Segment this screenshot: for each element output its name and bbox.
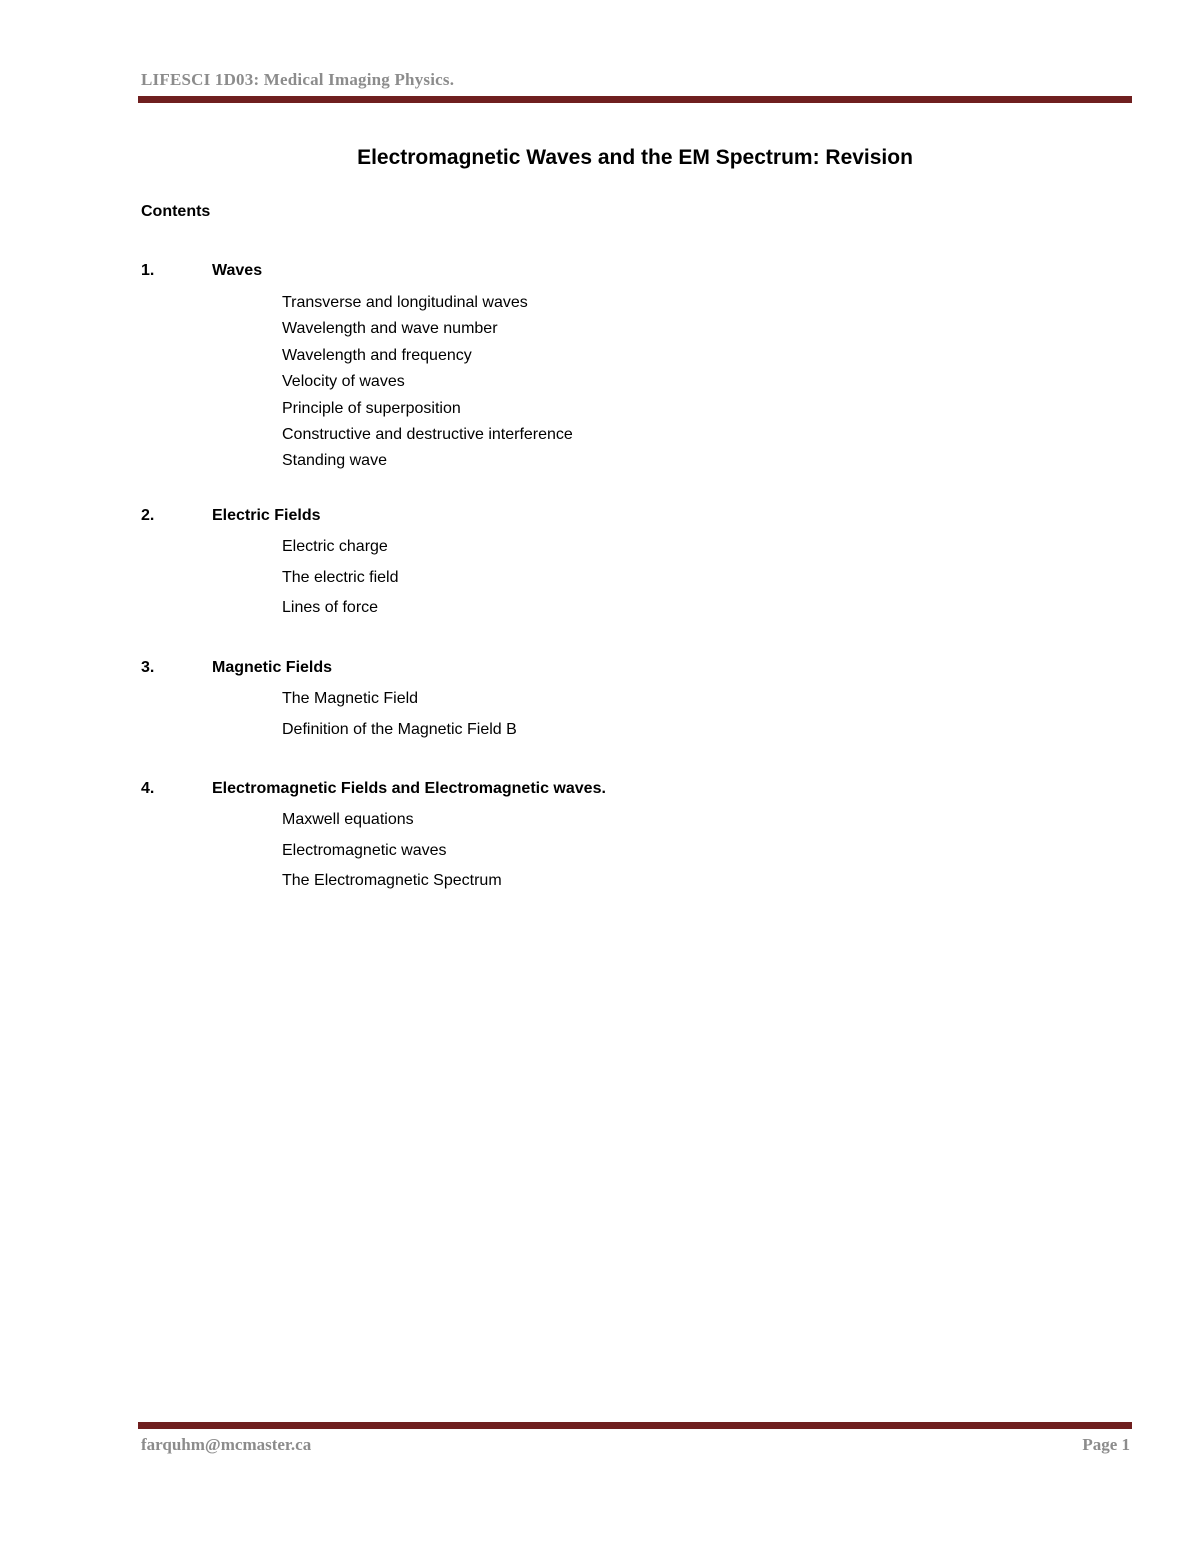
toc-item: Wavelength and frequency bbox=[282, 346, 472, 364]
toc-item: Electric charge bbox=[282, 538, 388, 555]
section-item-list bbox=[141, 537, 1041, 629]
toc-item: Electromagnetic waves bbox=[282, 841, 447, 859]
section-number: 1. bbox=[141, 262, 155, 279]
toc-item: Principle of superposition bbox=[282, 399, 461, 417]
section-number: 4. bbox=[141, 780, 155, 797]
section-item-list bbox=[141, 810, 1041, 902]
toc-item: Standing wave bbox=[282, 452, 387, 470]
toc-item: Wavelength and wave number bbox=[282, 320, 498, 338]
section-title: Magnetic Fields bbox=[212, 659, 333, 676]
toc-section-electric-fields bbox=[141, 507, 1041, 629]
document-title: Electromagnetic Waves and the EM Spectrum: Revision bbox=[357, 146, 913, 169]
toc-item: Definition of the Magnetic Field B bbox=[282, 721, 517, 738]
toc-section-magnetic-fields bbox=[141, 659, 1041, 751]
toc-item: Constructive and destructive interference bbox=[282, 425, 573, 443]
section-number: 2. bbox=[141, 507, 155, 524]
toc-item: Maxwell equations bbox=[282, 811, 414, 828]
section-title: Waves bbox=[212, 262, 263, 279]
footer-email: farquhm@mcmaster.ca bbox=[141, 1435, 312, 1454]
toc-item: The electric field bbox=[282, 568, 399, 586]
footer-rule bbox=[138, 1422, 1132, 1429]
contents-heading: Contents bbox=[141, 203, 211, 220]
section-item-list bbox=[141, 293, 1041, 478]
section-heading bbox=[141, 780, 1041, 802]
section-heading bbox=[141, 507, 1041, 529]
section-number: 3. bbox=[141, 659, 155, 676]
toc-item: The Magnetic Field bbox=[282, 690, 419, 707]
toc-section-electromagnetic bbox=[141, 780, 1041, 902]
header-rule bbox=[138, 96, 1132, 103]
section-heading bbox=[141, 262, 1041, 284]
toc-section-waves bbox=[141, 262, 1041, 478]
toc-item: Lines of force bbox=[282, 599, 379, 616]
toc-item: Transverse and longitudinal waves bbox=[282, 294, 528, 311]
section-title: Electromagnetic Fields and Electromagnetic waves. bbox=[212, 780, 606, 797]
toc-item: The Electromagnetic Spectrum bbox=[282, 872, 502, 889]
page-header-course: LIFESCI 1D03: Medical Imaging Physics. bbox=[141, 70, 455, 89]
section-heading bbox=[141, 659, 1041, 681]
page-number: Page 1 bbox=[1082, 1435, 1130, 1454]
section-title: Electric Fields bbox=[212, 507, 321, 524]
section-item-list bbox=[141, 689, 1041, 751]
toc-item: Velocity of waves bbox=[282, 373, 405, 391]
